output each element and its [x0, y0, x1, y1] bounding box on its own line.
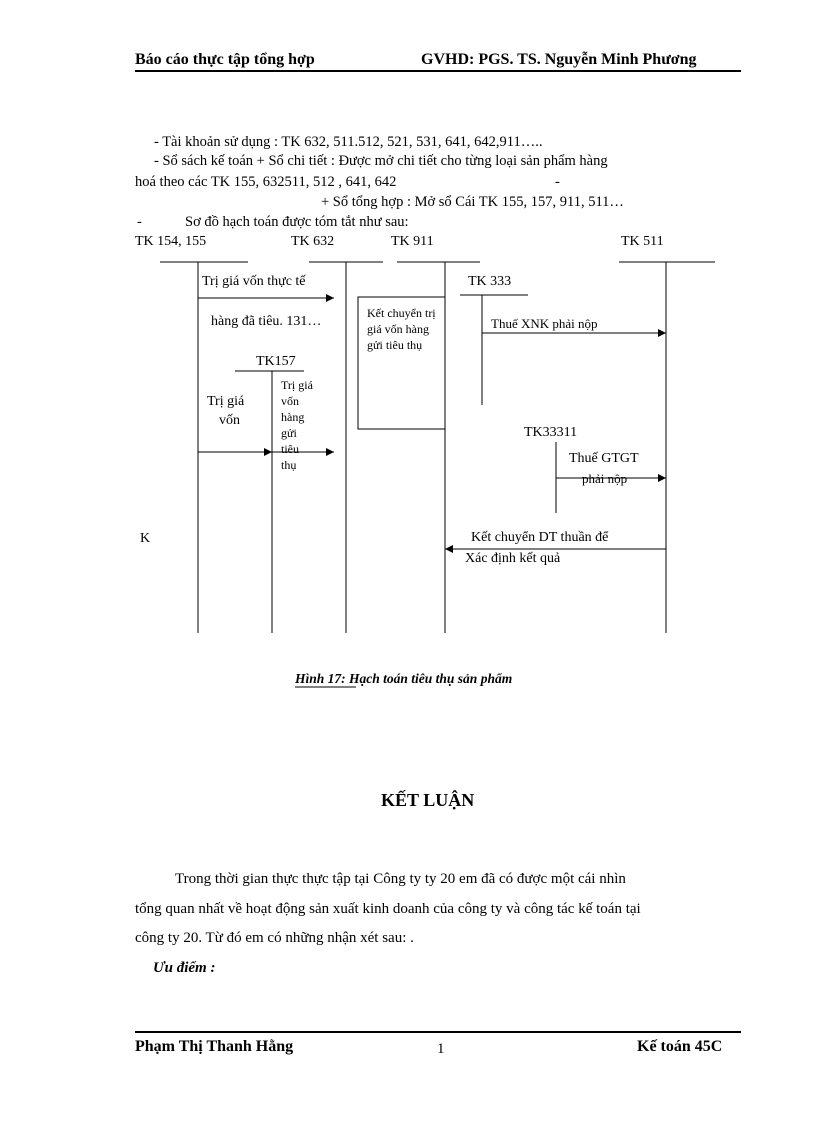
label-tk154: TK 154, 155 [135, 234, 207, 249]
label-von: vốn [219, 413, 240, 428]
intro-line-1: - Tài khoản sử dụng : TK 632, 511.512, 521, 531, 641, 642,911….. [154, 134, 543, 150]
label-thue-gtgt: Thuế GTGT [569, 451, 639, 466]
intro-line-2: - Sổ sách kế toán + Sổ chi tiết : Được mở chi tiết cho từng loại sản phẩm hàng [154, 153, 608, 169]
label-tri-gia-von-thuc-te: Trị giá vốn thực tế [202, 274, 306, 289]
footer-right: Kế toán 45C [637, 1038, 723, 1055]
label-phai-nop: phải nộp [582, 471, 628, 486]
conclusion-title: KẾT LUẬN [381, 790, 475, 810]
intro-line-3: hoá theo các TK 155, 632511, 512 , 641, 642 [135, 174, 397, 190]
label-xac-dinh: Xác định kết quả [465, 551, 561, 566]
label-tk33311: TK33311 [524, 425, 578, 440]
label-tk511: TK 511 [621, 234, 664, 249]
figure-caption [295, 671, 512, 687]
label-tk911: TK 911 [391, 234, 434, 249]
label-tk632: TK 632 [291, 234, 335, 249]
uu-diem-heading: Ưu điểm : [153, 960, 216, 976]
intro-line-4: + Sổ tổng hợp : Mở sổ Cái TK 155, 157, 911, 511… [321, 194, 624, 210]
header-right: GVHD: PGS. TS. Nguyễn Minh Phương [421, 51, 697, 68]
intro-line-5-dash: - [137, 214, 142, 230]
conclusion-p1: Trong thời gian thực thực tập tại Công ty ty 20 em đã có được một cái nhìn [175, 871, 626, 887]
label-tk333: TK 333 [468, 274, 512, 289]
page-number: 1 [437, 1041, 445, 1057]
caption-prefix: Hình 17 [295, 671, 342, 686]
header-left: Báo cáo thực tập tổng hợp [135, 51, 315, 68]
label-ket-chuyen-dt: Kết chuyển DT thuần để [471, 530, 609, 545]
label-tri-gia: Trị giá [207, 394, 245, 409]
label-hang-da-tieu: hàng đã tiêu. 131… [211, 314, 322, 329]
footer-left: Phạm Thị Thanh Hằng [135, 1038, 294, 1055]
label-k: K [140, 531, 151, 546]
intro-line-3-dash: - [555, 174, 560, 190]
label-tri-gia-von-hang-gui: Trị giá vốn hàng gửi tiêu thụ [281, 378, 313, 472]
label-thue-xnk: Thuế XNK phải nộp [491, 316, 598, 331]
conclusion-p3: công ty 20. Từ đó em có những nhận xét sau: . [135, 930, 414, 946]
label-ket-chuyen-box: Kết chuyển trị giá vốn hàng gửi tiêu thụ [367, 306, 436, 352]
conclusion-p2: tổng quan nhất về hoạt động sản xuất kinh doanh của công ty và công tác kế toán tại [135, 901, 641, 917]
label-tk157: TK157 [256, 354, 296, 369]
caption-text: : Hạch toán tiêu thụ sản phẩm [341, 671, 513, 686]
intro-line-5: Sơ đồ hạch toán được tóm tắt như sau: [185, 214, 409, 230]
